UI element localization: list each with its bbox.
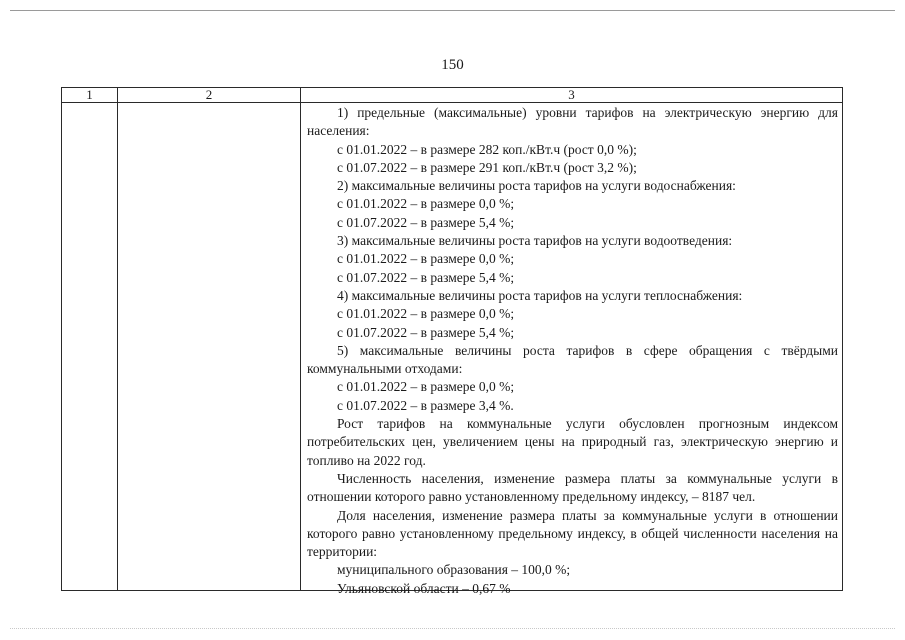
tariff-heat-supply-heading: 4) максимальные величины роста тарифов на услуги теплоснабжения: — [337, 287, 743, 303]
electricity-rate-jul: с 01.07.2022 – в размере 291 коп./кВт.ч (рост 3,2 %); — [337, 159, 637, 175]
column-1-header: 1 — [86, 87, 93, 102]
heat-supply-rate-jan: с 01.01.2022 – в размере 0,0 %; — [337, 306, 515, 322]
tariff-water-supply-heading: 2) максимальные величины роста тарифов на услуги водоснабжения: — [337, 178, 736, 194]
share-municipality: муниципального образования – 100,0 %; — [337, 562, 571, 578]
column-divider-2 — [300, 88, 301, 590]
scan-bottom-marks — [10, 628, 895, 629]
drainage-rate-jan: с 01.01.2022 – в размере 0,0 %; — [337, 251, 515, 267]
tariff-growth-reason: Рост тарифов на коммунальные услуги обусловлен прогнозным индексом потребительских цен, увеличением цены на природный газ, электрическую энергию и топливо на 2022 год. — [307, 416, 838, 468]
electricity-rate-jan: с 01.01.2022 – в размере 282 коп./кВт.ч (рост 0,0 %); — [337, 141, 637, 157]
document-table — [61, 87, 843, 596]
solid-waste-rate-jul: с 01.07.2022 – в размере 3,4 %. — [337, 397, 514, 413]
heat-supply-rate-jul: с 01.07.2022 – в размере 5,4 %; — [337, 324, 515, 340]
column-divider-1 — [117, 88, 118, 590]
column-3-header: 3 — [568, 87, 575, 102]
solid-waste-rate-jan: с 01.01.2022 – в размере 0,0 %; — [337, 379, 515, 395]
population-count-paragraph: Численность населения, изменение размера платы за коммунальные услуги в отношении которого равно установленному предельному индексу, – 8187 чел. — [307, 470, 838, 505]
column-2-header: 2 — [205, 87, 213, 102]
page-number: 150 — [441, 57, 464, 73]
water-supply-rate-jul: с 01.07.2022 – в размере 5,4 %; — [337, 214, 515, 230]
share-ulyanovsk-region: Ульяновской области – 0,67 % — [337, 580, 511, 596]
tariff-electricity-heading: 1) предельные (максимальные) уровни тарифов на электрическую энергию для населения: — [307, 105, 838, 139]
scan-top-border — [10, 10, 895, 11]
drainage-rate-jul: с 01.07.2022 – в размере 5,4 %; — [337, 269, 515, 285]
water-supply-rate-jan: с 01.01.2022 – в размере 0,0 %; — [337, 196, 515, 212]
tariff-solid-waste-heading: 5) максимальные величины роста тарифов в сфере обращения с твёрдыми коммунальными отходами: — [307, 342, 838, 377]
population-share-paragraph: Доля населения, изменение размера платы за коммунальные услуги в отношении которого равно установленному предельному индексу, в общей численности населения на территории: — [307, 507, 838, 560]
column-3-content — [307, 104, 838, 598]
table-header-row — [62, 88, 842, 103]
tariff-drainage-heading: 3) максимальные величины роста тарифов на услуги водоотведения: — [337, 233, 733, 249]
